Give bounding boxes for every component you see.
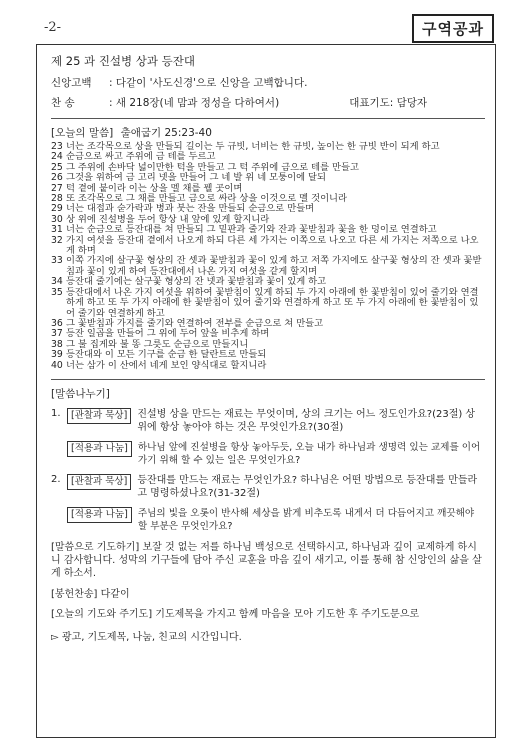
verse-text: 또 조각목으로 그 채를 만들고 금으로 싸라 상을 이것으로 멜 것이니라 — [66, 193, 348, 205]
verse-number: 28 — [51, 193, 63, 205]
verse-text: 너는 조각목으로 상을 만들되 길이는 두 규빗, 너비는 한 규빗, 높이는 한 규빗 반이 되게 하고 — [66, 141, 440, 152]
lesson-frame — [36, 44, 496, 738]
verse — [51, 361, 485, 371]
verse — [51, 256, 485, 277]
verse-number: 23 — [51, 141, 63, 152]
verse-text: 이쪽 가지에 살구꽃 형상의 잔 셋과 꽃받침과 꽃이 있게 하고 저쪽 가지에도 살구꽃 형상의 잔 셋과 꽃받침과 꽃이 있게 하여 등잔대에서 나온 가지 여섯을 같게 할지며 — [66, 255, 482, 277]
divider — [51, 118, 485, 119]
question-tag: [관찰과 묵상] — [67, 408, 131, 424]
verse-text: 순금으로 싸고 주위에 금 테를 두르고 — [66, 151, 216, 163]
verse-text: 등잔대에서 나온 가지 여섯을 위하여 꽃받침이 있게 하되 두 가지 아래에 한 꽃받침이 있어 줄기와 연결하게 하고 또 두 가지 아래에 한 꽃받침이 있어 줄기와 연결하게 하고 또 두 가지 아래에 한 꽃받침이 있어 줄기와 연결하게 하고 — [66, 286, 479, 319]
verse-text: 너는 삼가 이 산에서 네게 보인 양식대로 할지니라 — [66, 359, 267, 371]
verse-number: 32 — [51, 234, 63, 246]
today-header-row — [51, 125, 485, 140]
hymn-text: : 새 218장(네 맘과 정성을 다하여서) — [109, 97, 280, 109]
verse-text: 등잔대 줄기에는 살구꽃 형상의 잔 넷과 꽃받침과 꽃이 있게 하고 — [66, 276, 327, 288]
verse-number: 29 — [51, 203, 63, 215]
verse — [51, 350, 485, 360]
hymn-row — [51, 95, 485, 110]
verse-number: 31 — [51, 224, 63, 236]
verse-text: 그 꽃받침과 가지를 줄기와 연결하여 전부를 순금으로 쳐 만들고 — [66, 317, 324, 329]
application-text: 하나님 앞에 진설병을 항상 놓아두듯, 오늘 내가 하나님과 생명력 있는 교제를 이어 가기 위해 할 수 있는 일은 무엇인가요? — [137, 441, 481, 466]
application-tag: [적용과 나눔] — [67, 507, 132, 523]
verse-number: 25 — [51, 161, 63, 173]
verse-text: 너는 대접과 숟가락과 병과 붓는 잔을 만들되 순금으로 만들며 — [66, 203, 315, 215]
application-text: 주님의 빛을 오롯이 반사해 세상을 밝게 비추도록 내게서 더 다듬어지고 깨끗해야 할 부분은 무엇인가요? — [137, 507, 475, 532]
verse-number: 37 — [51, 328, 63, 340]
verse-text: 턱 곁에 붙이라 이는 상을 멜 채를 꿸 곳이며 — [66, 182, 243, 194]
verse — [51, 236, 485, 257]
leader-text: : 담당자 — [389, 97, 428, 109]
verse-number: 24 — [51, 151, 63, 163]
announcement: ▻ 광고, 기도제목, 나눔, 친교의 시간입니다. — [51, 631, 242, 643]
prayer-topics: [오늘의 기도와 주기도] 기도제목을 가지고 함께 마음을 모아 기도한 후 주기도문으로 — [51, 608, 420, 620]
today-header: [오늘의 말씀] — [51, 127, 114, 139]
question-number: 2. — [51, 473, 61, 485]
question-2 — [51, 474, 485, 500]
creed-row — [51, 75, 485, 90]
question-1 — [51, 408, 485, 434]
verse-text: 너는 순금으로 등잔대를 쳐 만들되 그 밑판과 줄기와 잔과 꽃받침과 꽃을 한 덩이로 연결하고 — [66, 224, 437, 236]
verse-number: 38 — [51, 338, 63, 350]
question-text: 진설병 상을 만드는 재료는 무엇이며, 상의 크기는 어느 정도인가요?(23절) 상 위에 항상 놓아야 하는 것은 무엇인가요?(30절) — [137, 408, 476, 433]
verse-text: 등잔대와 이 모든 기구를 순금 한 달란트로 만들되 — [66, 349, 267, 361]
verse-number: 40 — [51, 359, 63, 371]
application-tag: [적용과 나눔] — [67, 441, 132, 457]
lesson-content — [51, 53, 485, 643]
application-1 — [67, 441, 485, 467]
creed-label: 신앙고백 — [51, 77, 92, 89]
page-number: -2- — [44, 20, 62, 35]
verse-text: 그 불 집게와 불 똥 그릇도 순금으로 만들지니 — [66, 338, 249, 350]
application-2 — [67, 507, 485, 533]
verse-text: 그 주위에 손바닥 넓이만한 턱을 만들고 그 턱 주위에 금으로 테를 만들고 — [66, 161, 359, 173]
verse-number: 26 — [51, 172, 63, 184]
verse — [51, 288, 485, 319]
question-tag: [관찰과 묵상] — [67, 474, 131, 490]
closing-prayer: [말씀으로 기도하기] 보잘 것 없는 저를 하나님 백성으로 선택하시고, 하나님과 깊이 교제하게 하시니 감사합니다. 성막의 기구들에 담아 주신 교훈을 마음 깊이 새기고, 이를 통해 참 신앙인의 삶을 살게 하소서. — [51, 541, 482, 579]
verse-number: 36 — [51, 317, 63, 329]
verse-number: 34 — [51, 276, 63, 288]
verse-text: 등잔 일곱을 만들어 그 위에 두어 앞을 비추게 하며 — [66, 328, 270, 340]
creed-text: : 다같이 '사도신경'으로 신앙을 고백합니다. — [109, 77, 308, 89]
verse-number: 27 — [51, 182, 63, 194]
sharing-header: [말씀나누기] — [51, 387, 110, 400]
hymn-label: 찬 송 — [51, 97, 75, 109]
scripture-reference: 출애굽기 25:23-40 — [120, 127, 212, 139]
offering-hymn: [봉헌찬송] 다같이 — [51, 588, 130, 600]
lesson-title: 제 25 과 진설병 상과 등잔대 — [51, 54, 195, 68]
verse-number: 35 — [51, 286, 63, 298]
verse-number: 39 — [51, 349, 63, 361]
leader-label: 대표기도 — [349, 97, 390, 109]
verse-text: 그것을 위하여 금 고리 넷을 만들어 그 네 발 위 네 모퉁이에 달되 — [66, 172, 326, 184]
question-number: 1. — [51, 407, 61, 419]
verse-number: 33 — [51, 255, 63, 267]
verse-text: 상 위에 진설병을 두어 항상 내 앞에 있게 할지니라 — [66, 213, 270, 225]
divider — [51, 379, 485, 380]
verse-text: 가지 여섯을 등잔대 곁에서 나오게 하되 다른 세 가지는 이쪽으로 나오고 다른 세 가지는 저쪽으로 나오게 하며 — [66, 234, 479, 257]
question-text: 등잔대를 만드는 재료는 무엇인가요? 하나님은 어떤 방법으로 등잔대를 만들라고 명령하셨나요?(31-32절) — [137, 474, 478, 499]
verse-number: 30 — [51, 213, 63, 225]
verse-list — [51, 142, 485, 371]
section-label: 구역공과 — [412, 14, 494, 43]
